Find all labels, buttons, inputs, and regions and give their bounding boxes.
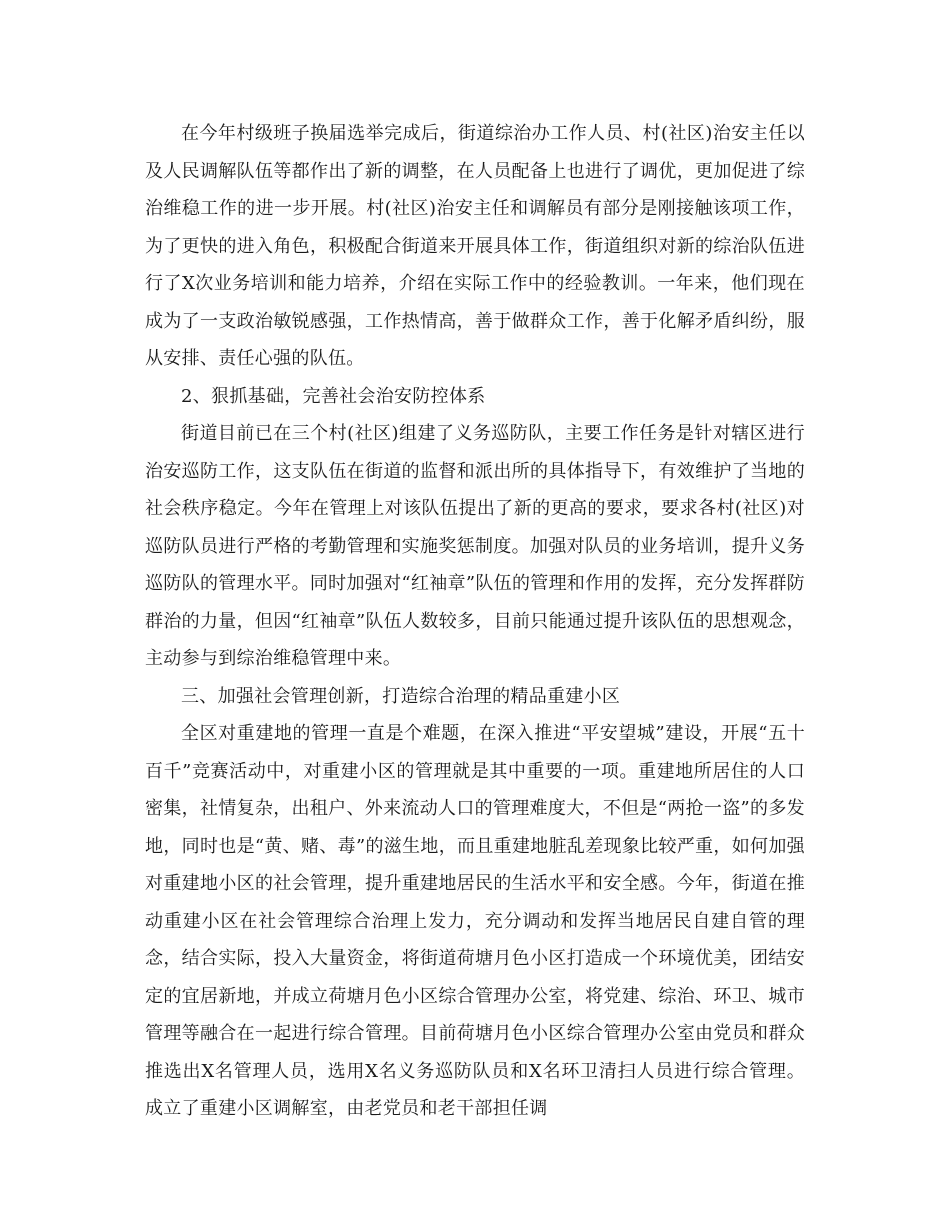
paragraph-volunteer-patrol: 街道目前已在三个村(社区)组建了义务巡防队，主要工作任务是针对辖区进行治安巡防工作，这支队伍在街道的监督和派出所的具体指导下，有效维护了当地的社会秩序稳定。今年在管理上对该队伍提出了新的更高的要求，要求各村(社区)对巡防队员进行严格的考勤管理和实施奖惩制度。加强对队员的业务培训，提升义务巡防队的管理水平。同时加强对“红袖章”队伍的管理和作用的发挥，充分发挥群防群治的力量，但因“红袖章”队伍人数较多，目前只能通过提升该队伍的思想观念，主动参与到综治维稳管理中来。 [145, 423, 805, 669]
paragraph-team-adjustment: 在今年村级班子换届选举完成后，街道综治办工作人员、村(社区)治安主任以及人民调解队伍等都作出了新的调整，在人员配备上也进行了调优，更加促进了综治维稳工作的进一步开展。村(社区)治安主任和调解员有部分是刚接触该项工作，为了更快的进入角色，积极配合街道来开展具体工作，街道组织对新的综治队伍进行了X次业务培训和能力培养，介绍在实际工作中的经验教训。一年来，他们现在成为了一支政治敏锐感强，工作热情高，善于做群众工作，善于化解矛盾纠纷，服从安排、责任心强的队伍。 [145, 123, 805, 369]
section-heading-community-governance: 三、加强社会管理创新，打造综合治理的精品重建小区 [181, 685, 621, 707]
paragraph-rebuilt-community: 全区对重建地的管理一直是个难题，在深入推进“平安望城”建设，开展“五十百千”竞赛活动中，对重建小区的管理就是其中重要的一项。重建地所居住的人口密集，社情复杂，出租户、外来流动人口的管理难度大，不但是“两抢一盗”的多发地，同时也是“黄、赌、毒”的滋生地，而且重建地脏乱差现象比较严重，如何加强对重建地小区的社会管理，提升重建地居民的生活水平和安全感。今年，街道在推动重建小区在社会管理综合治理上发力，充分调动和发挥当地居民自建自管的理念，结合实际，投入大量资金，将街道荷塘月色小区打造成一个环境优美，团结安定的宜居新地，并成立荷塘月色小区综合管理办公室，将党建、综治、环卫、城市管理等融合在一起进行综合管理。目前荷塘月色小区综合管理办公室由党员和群众推选出X名管理人员，选用X名义务巡防队员和X名环卫清扫人员进行综合管理。成立了重建小区调解室，由老党员和老干部担任调 [145, 723, 805, 1119]
document-body [145, 115, 805, 1128]
section-heading-patrol-system: 2、狠抓基础，完善社会治安防控体系 [181, 385, 486, 407]
